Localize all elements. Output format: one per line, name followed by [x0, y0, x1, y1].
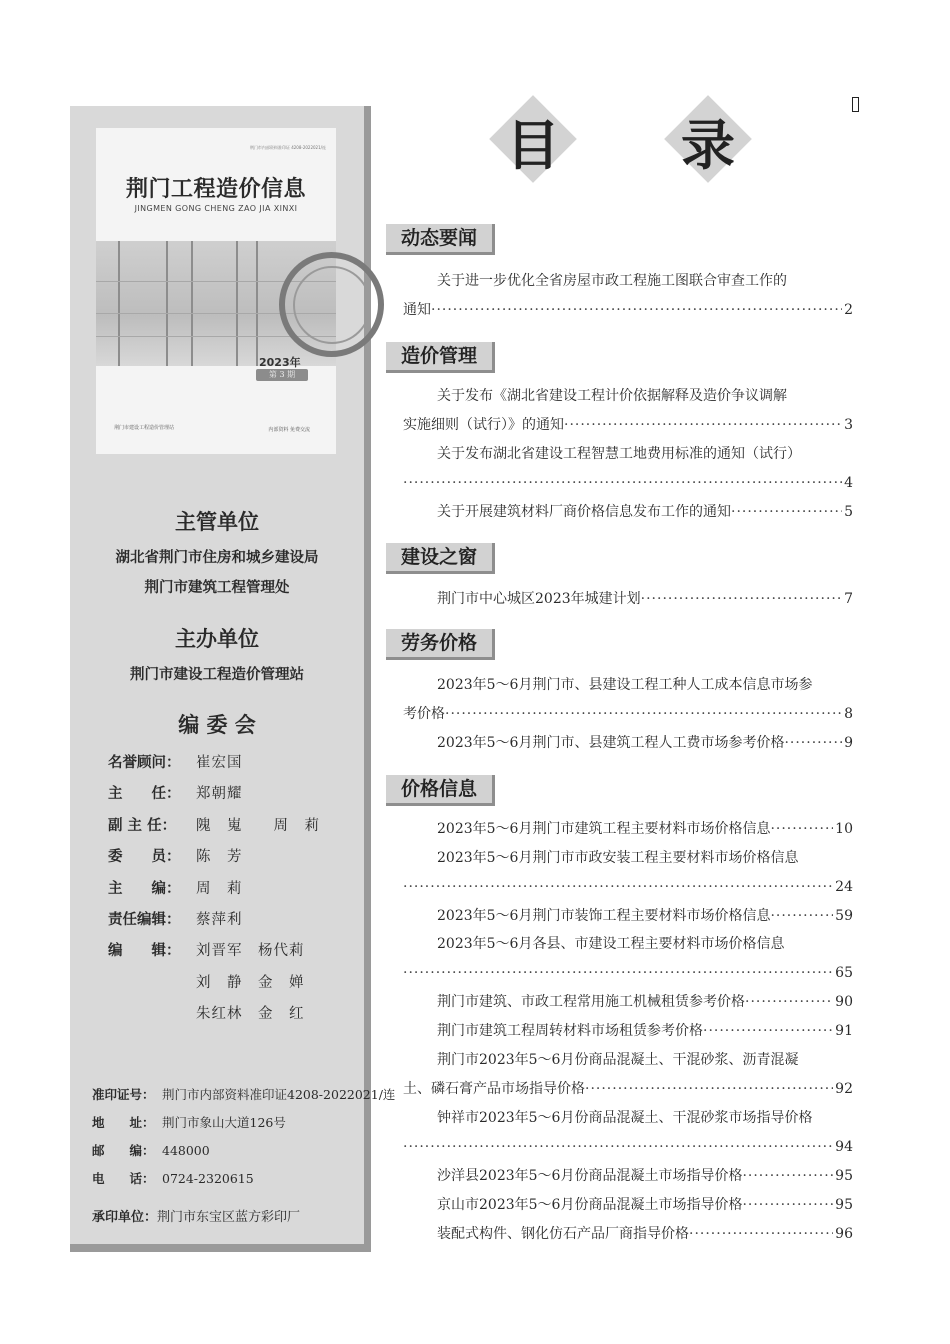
toc-entry[interactable] [403, 440, 853, 498]
toc-title-char-1: 目 [506, 113, 560, 177]
toc-entry-title: 荆门市2023年5～6月份商品混凝土、干混砂浆、沥青混凝 [437, 1052, 799, 1068]
toc-page-number: 9 [844, 735, 853, 751]
committee-heading: 编 委 会 [178, 712, 256, 737]
committee-row [108, 938, 320, 969]
cover-thumbnail [96, 128, 336, 454]
toc-page-number: 2 [844, 302, 853, 318]
pub-row [92, 1138, 395, 1166]
cover-note: 内部资料 免费交流 [268, 427, 310, 433]
toc-entry-title: 关于发布《湖北省建设工程计价依据解释及造价争议调解 [437, 388, 787, 404]
sponsor-line-1: 荆门市建设工程造价管理站 [130, 667, 304, 683]
section-tab: 建设之窗 [386, 543, 495, 574]
toc-page-number: 91 [835, 1023, 853, 1039]
printer-label: 承印单位： [92, 1210, 158, 1225]
cover-subtitle: JINGMEN GONG CHENG ZAO JIA XINXI [134, 204, 298, 213]
toc-page-number: 24 [835, 879, 853, 895]
cover-circle-inner [293, 266, 371, 344]
toc-entry[interactable] [403, 815, 853, 844]
committee-value: 郑朝耀 [196, 786, 243, 803]
section-tab: 造价管理 [386, 342, 495, 373]
committee-row [108, 844, 320, 875]
committee-value: 朱红林 金 红 [196, 1006, 305, 1023]
toc-entry[interactable] [403, 1191, 853, 1220]
pub-value: 0724-2320615 [162, 1171, 254, 1186]
toc-entry-title-cont: 考价格 [403, 706, 445, 722]
toc-entry[interactable] [403, 1017, 853, 1046]
section-tab: 价格信息 [386, 775, 495, 806]
committee-label: 责任编辑： [108, 911, 181, 928]
cover-issue: 第 3 期 [256, 369, 308, 381]
sponsor-heading: 主办单位 [175, 626, 259, 651]
committee-row [108, 1001, 320, 1032]
committee-row [108, 813, 320, 844]
toc-entry-title: 2023年5～6月荆门市装饰工程主要材料市场价格信息 [437, 908, 771, 924]
toc-entry-title: 2023年5～6月荆门市、县建设工程工种人工成本信息市场参 [437, 677, 813, 693]
toc-entry[interactable] [403, 729, 853, 758]
committee-row [108, 907, 320, 938]
pub-label: 电 话： [92, 1171, 155, 1186]
section-tab: 劳务价格 [386, 629, 495, 660]
pub-label: 邮 编： [92, 1143, 155, 1158]
cover-title: 荆门工程造价信息 [125, 177, 306, 202]
toc-entry[interactable] [403, 844, 853, 902]
cover-year: 2023年 [259, 356, 301, 369]
committee-row [108, 876, 320, 907]
toc-page-number: 59 [835, 908, 853, 924]
supervisor-line-2: 荆门市建筑工程管理处 [144, 580, 290, 596]
committee-label: 副 主 任： [108, 817, 177, 834]
toc-page-number: 65 [835, 965, 853, 981]
committee-value: 崔宏国 [196, 755, 243, 771]
toc-page-number: 4 [844, 475, 853, 491]
toc-page-number: 10 [835, 821, 853, 837]
committee-label: 名誉顾问： [108, 755, 181, 771]
toc-page-number: 3 [844, 417, 853, 433]
toc-entry-title: 关于发布湖北省建设工程智慧工地费用标准的通知（试行） [437, 446, 801, 462]
toc-entry-title: 荆门市中心城区2023年城建计划 [437, 591, 641, 607]
page-corner-mark [852, 97, 859, 112]
committee-label: 编 辑： [108, 943, 181, 960]
toc-page-number: 94 [835, 1139, 853, 1155]
cover-publisher-code: 荆门市内部资料准印证 4208-2022021/连 [249, 145, 326, 150]
committee-value: 隗 嵬 周 莉 [196, 817, 320, 834]
toc-entry[interactable] [403, 498, 853, 527]
toc-page-number: 8 [844, 706, 853, 722]
committee-value: 周 莉 [196, 880, 243, 897]
toc-page-number: 90 [835, 994, 853, 1010]
toc-entry-title: 2023年5～6月荆门市、县建筑工程人工费市场参考价格 [437, 735, 785, 751]
toc-entry[interactable] [403, 382, 853, 440]
supervisor-line-1: 湖北省荆门市住房和城乡建设局 [115, 550, 319, 566]
committee-value: 刘晋军 杨代莉 [196, 943, 305, 960]
printer-value: 荆门市东宝区蓝方彩印厂 [157, 1210, 301, 1225]
committee-row [108, 781, 320, 812]
toc-entry[interactable] [403, 1046, 853, 1104]
pub-row [92, 1166, 395, 1194]
pub-value: 荆门市内部资料准印证4208-2022021/连 [162, 1087, 396, 1102]
committee-value: 陈 芳 [196, 849, 243, 866]
toc-entry[interactable] [403, 1104, 853, 1162]
toc-entry-title-cont: 实施细则（试行）》的通知 [403, 417, 564, 433]
pub-value: 448000 [162, 1143, 210, 1158]
pub-row [92, 1110, 395, 1138]
committee-value: 刘 静 金 婵 [196, 974, 305, 991]
toc-entry[interactable] [403, 902, 853, 931]
pub-value: 荆门市象山大道126号 [162, 1115, 286, 1130]
toc-entry[interactable] [403, 267, 853, 325]
toc-page-number: 5 [844, 504, 853, 520]
toc-entry[interactable] [403, 1220, 853, 1249]
toc-entry[interactable] [403, 988, 853, 1017]
toc-entry-title: 2023年5～6月荆门市市政安装工程主要材料市场价格信息 [437, 850, 799, 866]
committee-row [108, 750, 320, 781]
section-tab: 动态要闻 [386, 224, 495, 255]
pub-label: 地 址： [92, 1115, 155, 1130]
committee-list [108, 750, 320, 1033]
toc-page-number: 95 [835, 1168, 853, 1184]
committee-label: 主 任： [108, 786, 181, 803]
publication-info [92, 1082, 395, 1194]
toc-entry-title: 沙洋县2023年5～6月份商品混凝土市场指导价格 [437, 1168, 743, 1184]
pub-label: 准印证号： [92, 1087, 155, 1102]
toc-entry-title: 2023年5～6月各县、市建设工程主要材料市场价格信息 [437, 936, 785, 952]
toc-title-char-2: 录 [681, 113, 735, 177]
toc-page-number: 7 [844, 591, 853, 607]
toc-entry-title: 京山市2023年5～6月份商品混凝土市场指导价格 [437, 1197, 743, 1213]
committee-label: 委 员： [108, 849, 181, 866]
committee-label: 主 编： [108, 880, 181, 897]
toc-entry-title: 荆门市建筑、市政工程常用施工机械租赁参考价格 [437, 994, 745, 1010]
committee-value: 蔡萍利 [196, 911, 243, 928]
supervisor-heading: 主管单位 [175, 509, 259, 534]
cover-org: 荆门市建设工程造价管理站 [114, 425, 175, 431]
toc-entry-title: 关于开展建筑材料厂商价格信息发布工作的通知 [437, 504, 731, 520]
toc-page-number: 92 [835, 1081, 853, 1097]
toc-entry[interactable] [403, 930, 853, 988]
toc-entry-title: 关于进一步优化全省房屋市政工程施工图联合审查工作的 [437, 273, 787, 289]
toc-entry-title: 装配式构件、钢化仿石产品厂商指导价格 [437, 1226, 689, 1242]
toc-entry-title-cont: 土、磷石膏产品市场指导价格 [403, 1081, 585, 1097]
toc-entry-title-cont: 通知 [403, 302, 431, 318]
pub-row [92, 1082, 395, 1110]
printer-info [92, 1206, 300, 1225]
toc-page-number: 95 [835, 1197, 853, 1213]
toc-entry-title: 荆门市建筑工程周转材料市场租赁参考价格 [437, 1023, 703, 1039]
toc-entry[interactable] [403, 585, 853, 614]
toc-entry[interactable] [403, 671, 853, 729]
sidebar-shadow-bottom [70, 1244, 371, 1252]
toc-entry-title: 钟祥市2023年5～6月份商品混凝土、干混砂浆市场指导价格 [437, 1110, 813, 1126]
toc-entry-title: 2023年5～6月荆门市建筑工程主要材料市场价格信息 [437, 821, 771, 837]
committee-row [108, 970, 320, 1001]
toc-entry[interactable] [403, 1162, 853, 1191]
toc-page-number: 96 [835, 1226, 853, 1242]
